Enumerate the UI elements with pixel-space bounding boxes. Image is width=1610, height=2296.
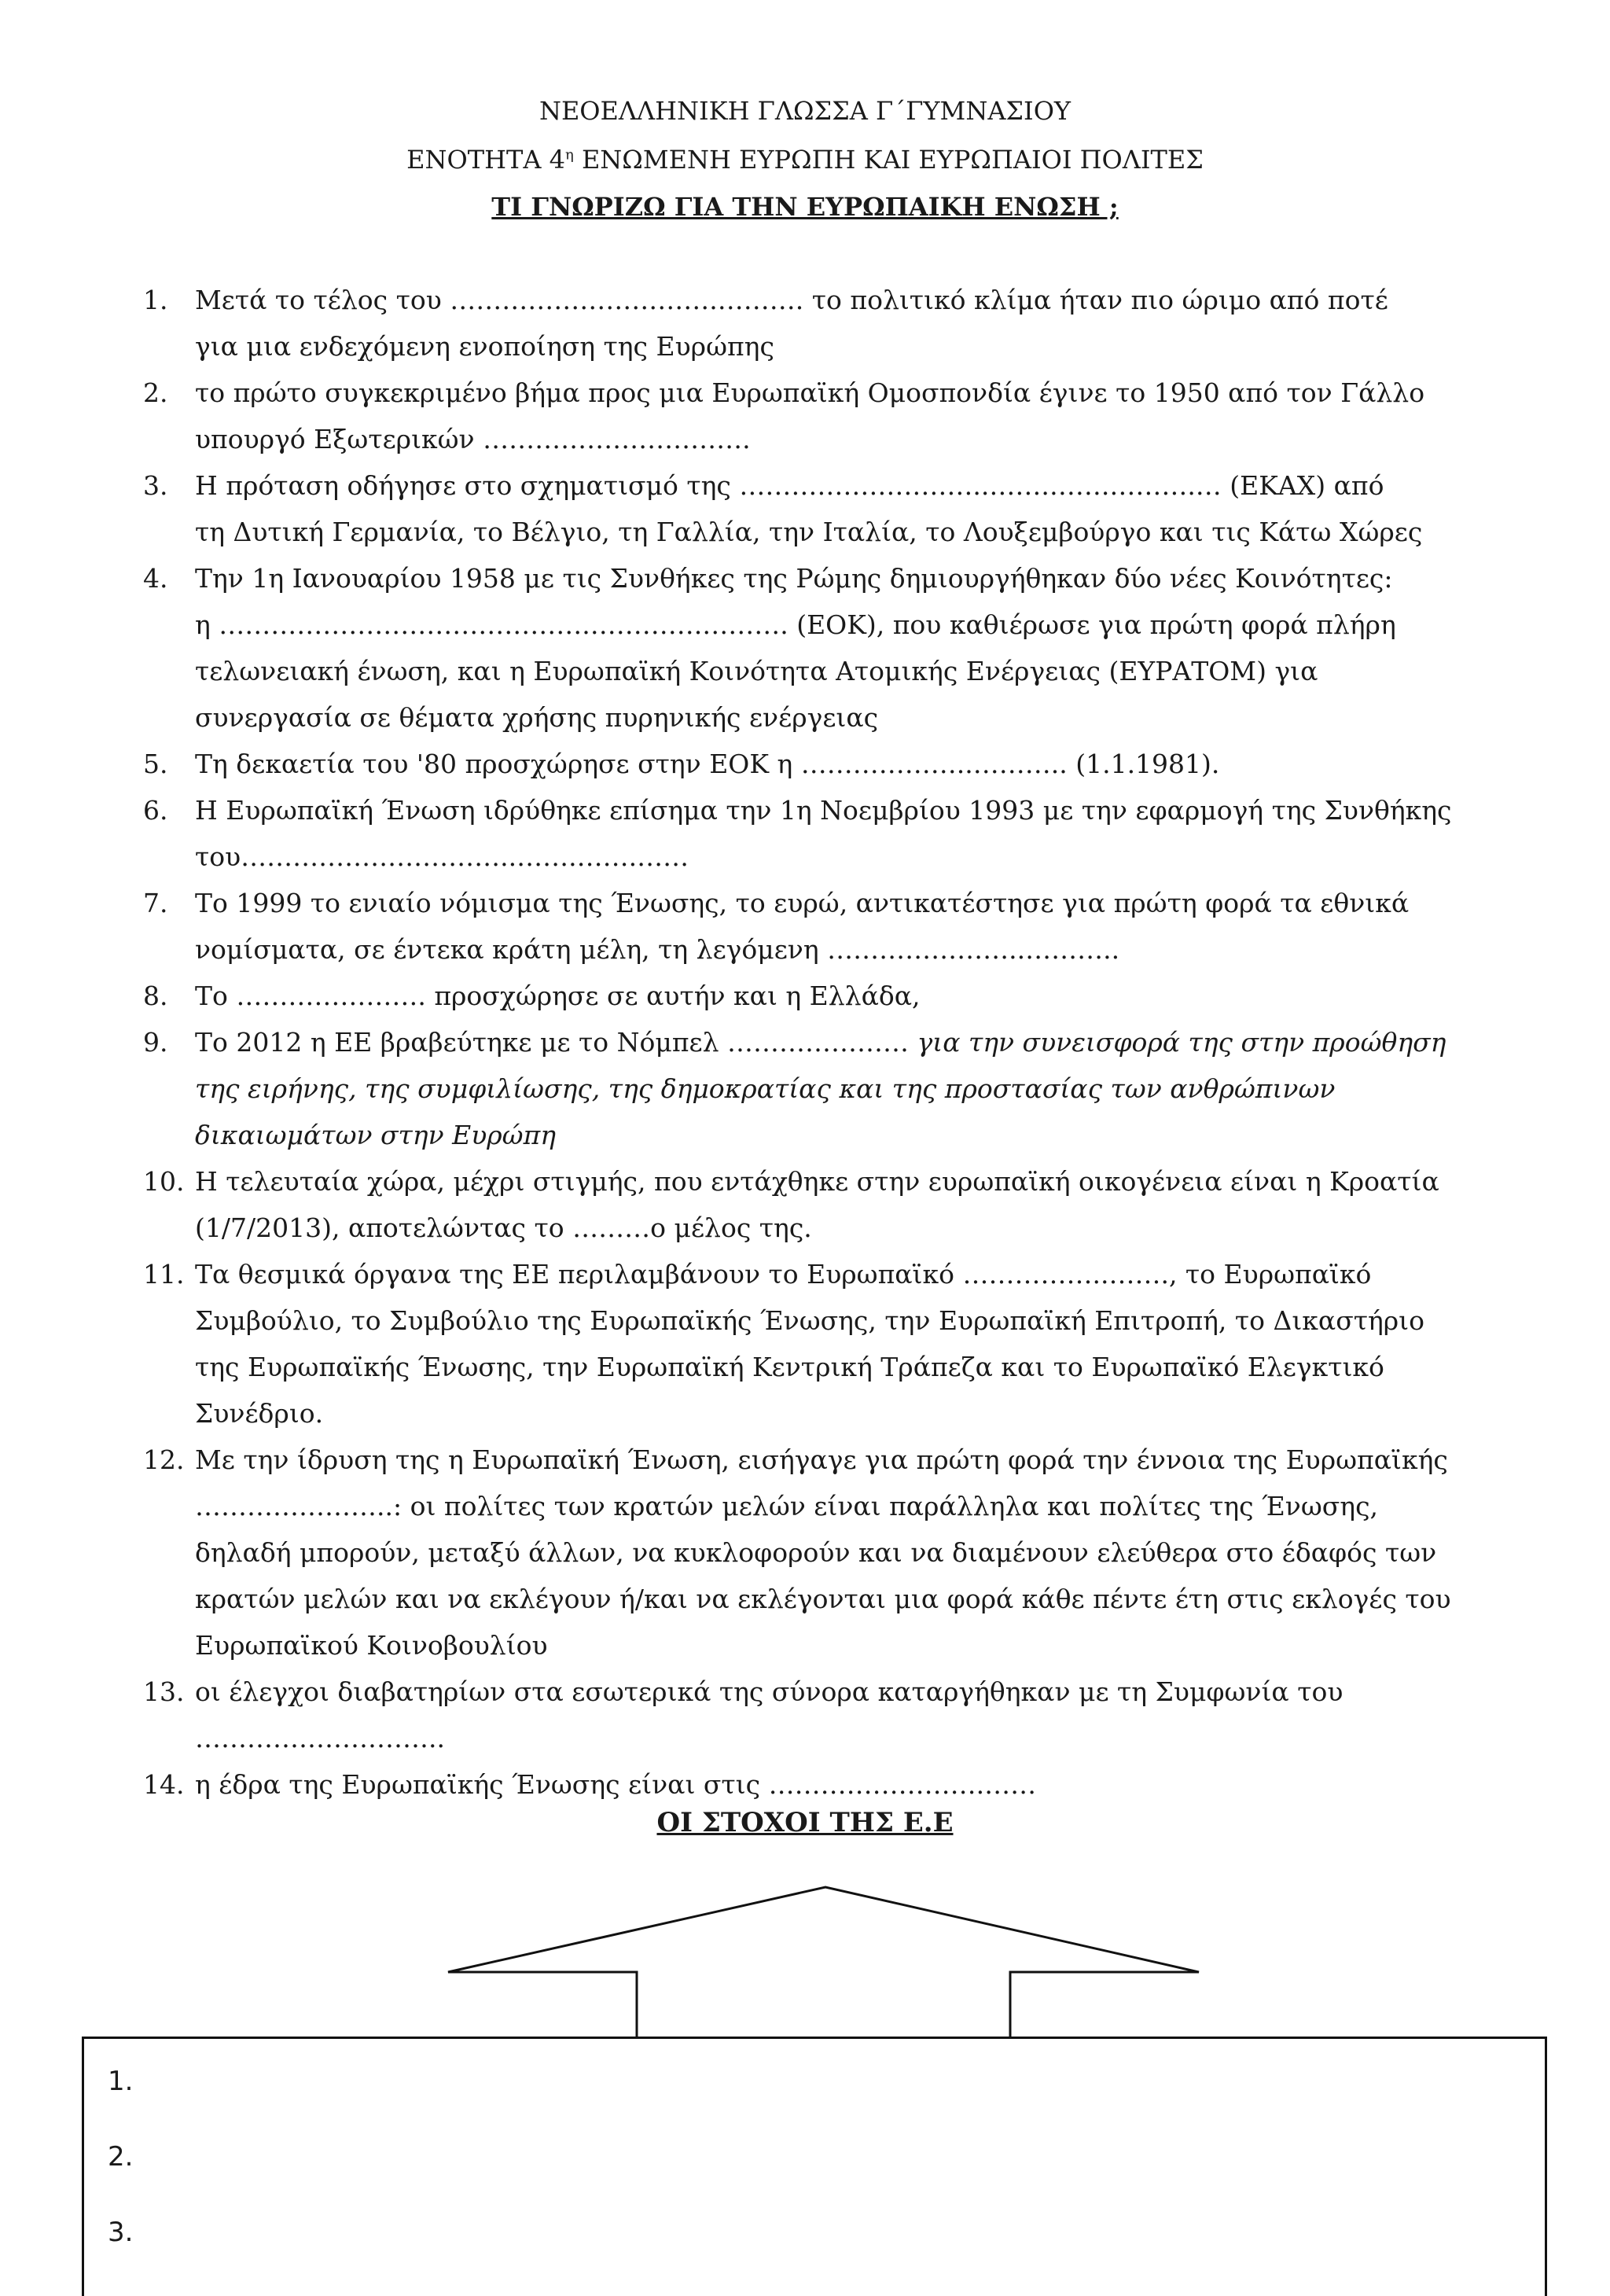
question-text-line: Με την ίδρυση της η Ευρωπαϊκή Ένωση, εισήγαγε για πρώτη φορά την έννοια της Ευρωπαϊκής [195,1444,1448,1475]
question-text-line: Η πρόταση οδήγησε στο σχηματισμό της ………………………..…….…….……….… (ΕΚΑΧ) από [195,470,1384,501]
question-text-line: υπουργό Εξωτερικών …………………………. [195,424,751,454]
worksheet-subject: ΝΕΟΕΛΛΗΝΙΚΗ ΓΛΩΣΣΑ Γ΄ΓΥΜΝΑΣΙΟΥ [539,96,1071,126]
goals-title: ΟΙ ΣΤΟΧΟΙ ΤΗΣ Ε.Ε [656,1807,954,1838]
question-number: 13. [143,1676,185,1707]
question-text-line: Μετά το τέλος του ………………………….………. το πολιτικό κλίμα ήταν πιο ώριμο από ποτέ [195,285,1388,315]
arrow-outline [448,1887,1199,2037]
question-number: 11. [143,1259,185,1290]
question-number: 7. [143,888,168,918]
goal-item-3: 3. [108,2217,134,2248]
question-text-line: κρατών μελών και να εκλέγουν ή/και να εκλέγονται μια φορά κάθε πέντε έτη στις εκλογές του [195,1584,1451,1614]
question-text-line: Ευρωπαϊκού Κοινοβουλίου [195,1630,548,1661]
question-text-line: το πρώτο συγκεκριμένο βήμα προς μια Ευρωπαϊκή Ομοσπονδία έγινε το 1950 από τον Γάλλο [195,377,1425,408]
question-number: 8. [143,981,168,1011]
question-text-line: δηλαδή μπορούν, μεταξύ άλλων, να κυκλοφορούν και να διαμένουν ελεύθερα στο έδαφός των [195,1537,1437,1568]
worksheet-title: ΤΙ ΓΝΩΡΙΖΩ ΓΙΑ ΤΗΝ ΕΥΡΩΠΑΙΚΗ ΕΝΩΣΗ ; [491,192,1119,222]
question-text: Το 2012 η ΕΕ βραβεύτηκε με το Νόμπελ ………………… [195,1027,917,1058]
question-text-line: Το 1999 το ενιαίο νόμισμα της Ένωσης, το ευρώ, αντικατέστησε για πρώτη φορά τα εθνικά [195,888,1410,918]
goals-box [82,2037,1547,2296]
question-text-line: Τα θεσμικά όργανα της ΕΕ περιλαμβάνουν το Ευρωπαϊκό ……………..……., το Ευρωπαϊκό [195,1259,1372,1290]
question-text-line: Την 1η Ιανουαρίου 1958 με τις Συνθήκες της Ρώμης δημιουργήθηκαν δύο νέες Κοινότητες: [195,563,1393,594]
question-number: 10. [143,1166,185,1197]
question-text-line: Συνέδριο. [195,1398,324,1429]
question-text-line: η έδρα της Ευρωπαϊκής Ένωσης είναι στις …………………….…… [195,1769,1037,1800]
question-number: 2. [143,377,168,408]
question-number: 9. [143,1027,168,1058]
question-text-line: της Ευρωπαϊκής Ένωσης, την Ευρωπαϊκή Κεντρική Τράπεζα και το Ευρωπαϊκό Ελεγκτικό [195,1352,1384,1382]
question-text-line: για μια ενδεχόμενη ενοποίηση της Ευρώπης [195,331,774,362]
question-number: 1. [143,285,168,315]
question-text-line: νομίσματα, σε έντεκα κράτη μέλη, τη λεγόμενη …………………..……….. [195,934,1120,965]
question-number: 4. [143,563,168,594]
question-number: 12. [143,1444,185,1475]
question-italic-text: της ειρήνης, της συμφιλίωσης, της δημοκρατίας και της προστασίας των ανθρώπινων [195,1073,1336,1104]
question-text-line: ……………………….. [195,1723,445,1753]
unit-prefix: ΕΝΟΤΗΤΑ 4 [406,145,565,175]
question-number: 6. [143,795,168,826]
question-text-line: …………………..: οι πολίτες των κρατών μελών είναι παράλληλα και πολίτες της Ένωσης, [195,1491,1379,1521]
question-text-line: Η Ευρωπαϊκή Ένωση ιδρύθηκε επίσημα την 1η Νοεμβρίου 1993 με την εφαρμογή της Συνθήκης [195,795,1452,826]
question-text-line: οι έλεγχοι διαβατηρίων στα εσωτερικά της σύνορα καταργήθηκαν με τη Συμφωνία του [195,1676,1344,1707]
unit-title: ΕΝΩΜΕΝΗ ΕΥΡΩΠΗ ΚΑΙ ΕΥΡΩΠΑΙΟΙ ΠΟΛΙΤΕΣ [573,145,1204,175]
question-text-line: Η τελευταία χώρα, μέχρι στιγμής, που εντάχθηκε στην ευρωπαϊκή οικογένεια είναι η Κροατία [195,1166,1439,1197]
question-text-line: Τη δεκαετία του '80 προσχώρησε στην ΕΟΚ η ………………..……….. (1.1.1981). [195,749,1220,779]
question-text-line: Το …………………. προσχώρησε σε αυτήν και η Ελλάδα, [195,981,921,1011]
question-italic-text: δικαιωμάτων στην Ευρώπη [195,1120,557,1150]
question-number: 5. [143,749,168,779]
question-italic-text: για την συνεισφορά της στην προώθηση [917,1027,1446,1058]
question-text-line: τελωνειακή ένωση, και η Ευρωπαϊκή Κοινότητα Ατομικής Ενέργειας (ΕΥΡΑΤΟΜ) για [195,656,1318,686]
goal-item-2: 2. [108,2141,134,2173]
unit-ordinal: η [564,146,574,164]
question-number: 14. [143,1769,185,1800]
question-text-line: η …………………………………….………….………. (ΕΟΚ), που καθιέρωσε για πρώτη φορά πλήρη [195,609,1396,640]
question-text-line: συνεργασία σε θέματα χρήσης πυρηνικής ενέργειας [195,702,879,733]
question-text-line: Συμβούλιο, το Συμβούλιο της Ευρωπαϊκής Ένωσης, την Ευρωπαϊκή Επιτροπή, το Δικαστήριο [195,1305,1424,1336]
question-text-line: τη Δυτική Γερμανία, το Βέλγιο, τη Γαλλία, την Ιταλία, το Λουξεμβούργο και τις Κάτω Χώρες [195,517,1423,547]
goal-item-1: 1. [108,2066,134,2097]
question-text-line: (1/7/2013), αποτελώντας το ………ο μέλος της. [195,1212,812,1243]
question-number: 3. [143,470,168,501]
question-text-line: του…………………………..…….…….…… [195,841,689,872]
